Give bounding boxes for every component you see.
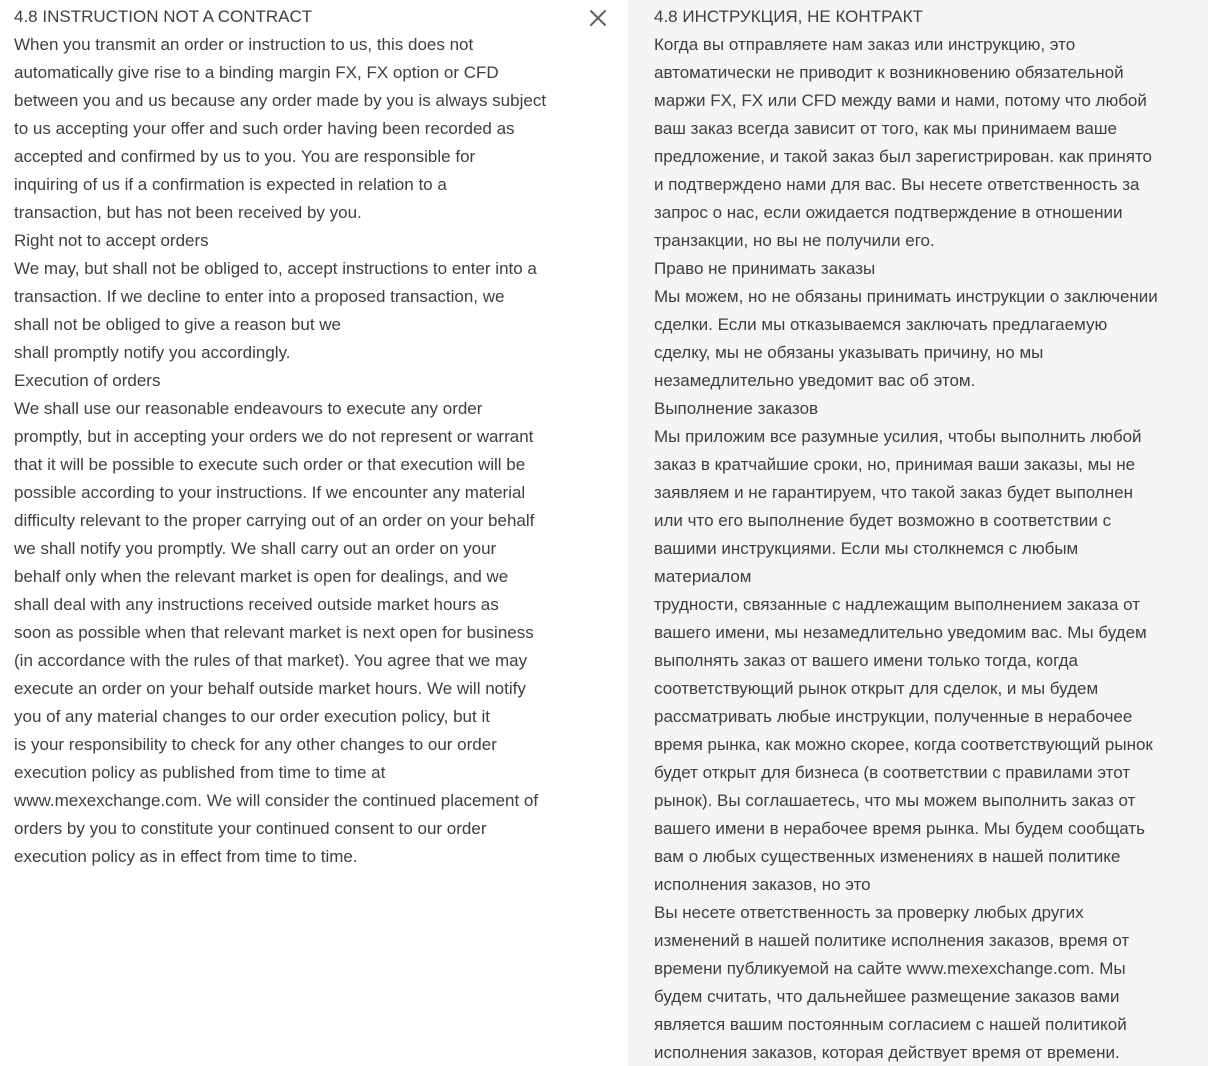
translation-text-line: заявляем и не гарантируем, что такой заказ будет выполнен — [654, 483, 1134, 502]
translation-text-line: Когда вы отправляете нам заказ или инструкцию, это — [654, 35, 1076, 54]
translation-text-line: заказ в кратчайшие сроки, но, принимая ваши заказы, мы не — [654, 455, 1136, 474]
source-text-line: execution policy as published from time to time at — [14, 763, 386, 782]
source-text-line: to us accepting your offer and such order having been recorded as — [14, 119, 515, 138]
translation-text-line: и подтверждено нами для вас. Вы несете ответственность за — [654, 175, 1140, 194]
source-text-line: Right not to accept orders — [14, 231, 209, 250]
translation-text-line: сделки. Если мы отказываемся заключать предлагаемую — [654, 315, 1108, 334]
translation-text-line: автоматически не приводит к возникновению обязательной — [654, 63, 1124, 82]
translation-text-line: трудности, связанные с надлежащим выполнением заказа от — [654, 595, 1141, 614]
source-text-line: you of any material changes to our order execution policy, but it — [14, 707, 490, 726]
translation-text-line: изменений в нашей политике исполнения заказов, время от — [654, 931, 1130, 950]
close-icon — [589, 9, 607, 27]
source-text-line: 4.8 INSTRUCTION NOT A CONTRACT — [14, 7, 313, 26]
translation-text-line: вам о любых существенных изменениях в нашей политике — [654, 847, 1121, 866]
source-text-line: transaction, but has not been received by you. — [14, 203, 362, 222]
translation-text-line: рассматривать любые инструкции, полученные в нерабочее — [654, 707, 1133, 726]
translation-text-line: исполнения заказов, которая действует время от времени. — [654, 1043, 1120, 1062]
translation-text-line: 4.8 ИНСТРУКЦИЯ, НЕ КОНТРАКТ — [654, 7, 923, 26]
source-text-line: shall promptly notify you accordingly. — [14, 343, 291, 362]
source-text-line: between you and us because any order made by you is always subject — [14, 91, 547, 110]
source-text-line: execution policy as in effect from time to time. — [14, 847, 358, 866]
translation-text-line: транзакции, но вы не получили его. — [654, 231, 935, 250]
source-text[interactable] — [14, 3, 546, 871]
source-text-line: We may, but shall not be obliged to, accept instructions to enter into a — [14, 259, 537, 278]
source-text-line: transaction. If we decline to enter into a proposed transaction, we — [14, 287, 505, 306]
source-text-line: promptly, but in accepting your orders we do not represent or warrant — [14, 427, 534, 446]
source-text-line: soon as possible when that relevant market is next open for business — [14, 623, 534, 642]
translation-text-line: Право не принимать заказы — [654, 259, 876, 278]
translation-text-line: Вы несете ответственность за проверку любых других — [654, 903, 1084, 922]
translation-text-line: является вашим постоянным согласием с нашей политикой — [654, 1015, 1127, 1034]
translation-text-line: материалом — [654, 567, 752, 586]
source-text-line: behalf only when the relevant market is open for dealings, and we — [14, 567, 509, 586]
source-text-line: accepted and confirmed by us to you. You are responsible for — [14, 147, 476, 166]
source-text-line: Execution of orders — [14, 371, 161, 390]
source-text-line: When you transmit an order or instruction to us, this does not — [14, 35, 474, 54]
source-text-line: possible according to your instructions. If we encounter any material — [14, 483, 526, 502]
translation-text-line: сделку, мы не обязаны указывать причину, но мы — [654, 343, 1044, 362]
translation-pane — [628, 0, 1208, 1066]
translation-text-line: вашего имени в нерабочее время рынка. Мы будем сообщать — [654, 819, 1146, 838]
translation-text-line: выполнять заказ от вашего имени только тогда, когда — [654, 651, 1078, 670]
translation-text-line: будем считать, что дальнейшее размещение заказов вами — [654, 987, 1120, 1006]
clear-source-button[interactable] — [584, 4, 612, 32]
source-text-line: shall deal with any instructions received outside market hours as — [14, 595, 499, 614]
source-text-line: that it will be possible to execute such order or that execution will be — [14, 455, 526, 474]
source-text-line: orders by you to constitute your continued consent to our order — [14, 819, 487, 838]
translation-text-line: или что его выполнение будет возможно в соответствии с — [654, 511, 1112, 530]
source-text-line: execute an order on your behalf outside market hours. We will notify — [14, 679, 526, 698]
source-text-line: is your responsibility to check for any other changes to our order — [14, 735, 497, 754]
translation-text-line: время рынка, как можно скорее, когда соответствующий рынок — [654, 735, 1153, 754]
source-text-line: difficulty relevant to the proper carrying out of an order on your behalf — [14, 511, 535, 530]
source-text-line: shall not be obliged to give a reason but we — [14, 315, 342, 334]
translation-text-line: Мы приложим все разумные усилия, чтобы выполнить любой — [654, 427, 1142, 446]
translation-text-line: маржи FX, FX или CFD между вами и нами, потому что любой — [654, 91, 1147, 110]
translation-text-line: времени публикуемой на сайте www.mexexchange.com. Мы — [654, 959, 1126, 978]
translation-text-line: вашими инструкциями. Если мы столкнемся с любым — [654, 539, 1079, 558]
source-text-line: www.mexexchange.com. We will consider the continued placement of — [14, 791, 539, 810]
translation-text-line: вашего имени, мы незамедлительно уведомим вас. Мы будем — [654, 623, 1147, 642]
source-text-line: We shall use our reasonable endeavours to execute any order — [14, 399, 483, 418]
translation-text-line: рынок). Вы соглашаетесь, что мы можем выполнить заказ от — [654, 791, 1136, 810]
source-text-line: inquiring of us if a confirmation is expected in relation to a — [14, 175, 447, 194]
source-text-line: automatically give rise to a binding margin FX, FX option or CFD — [14, 63, 499, 82]
translation-text-line: предложение, и такой заказ был зарегистрирован. как принято — [654, 147, 1153, 166]
source-text-line: (in accordance with the rules of that market). You agree that we may — [14, 651, 528, 670]
translation-text-line: незамедлительно уведомит вас об этом. — [654, 371, 976, 390]
translation-text-line: соответствующий рынок открыт для сделок, и мы будем — [654, 679, 1099, 698]
translation-text-line: Мы можем, но не обязаны принимать инструкции о заключении — [654, 287, 1158, 306]
translation-text — [654, 3, 1158, 1066]
translation-text-line: исполнения заказов, но это — [654, 875, 871, 894]
translation-text-line: ваш заказ всегда зависит от того, как мы принимаем ваше — [654, 119, 1117, 138]
translation-text-line: Выполнение заказов — [654, 399, 819, 418]
translation-text-line: будет открыт для бизнеса (в соответствии с правилами этот — [654, 763, 1131, 782]
translation-text-line: запрос о нас, если ожидается подтверждение в отношении — [654, 203, 1123, 222]
source-text-line: we shall notify you promptly. We shall carry out an order on your — [14, 539, 497, 558]
